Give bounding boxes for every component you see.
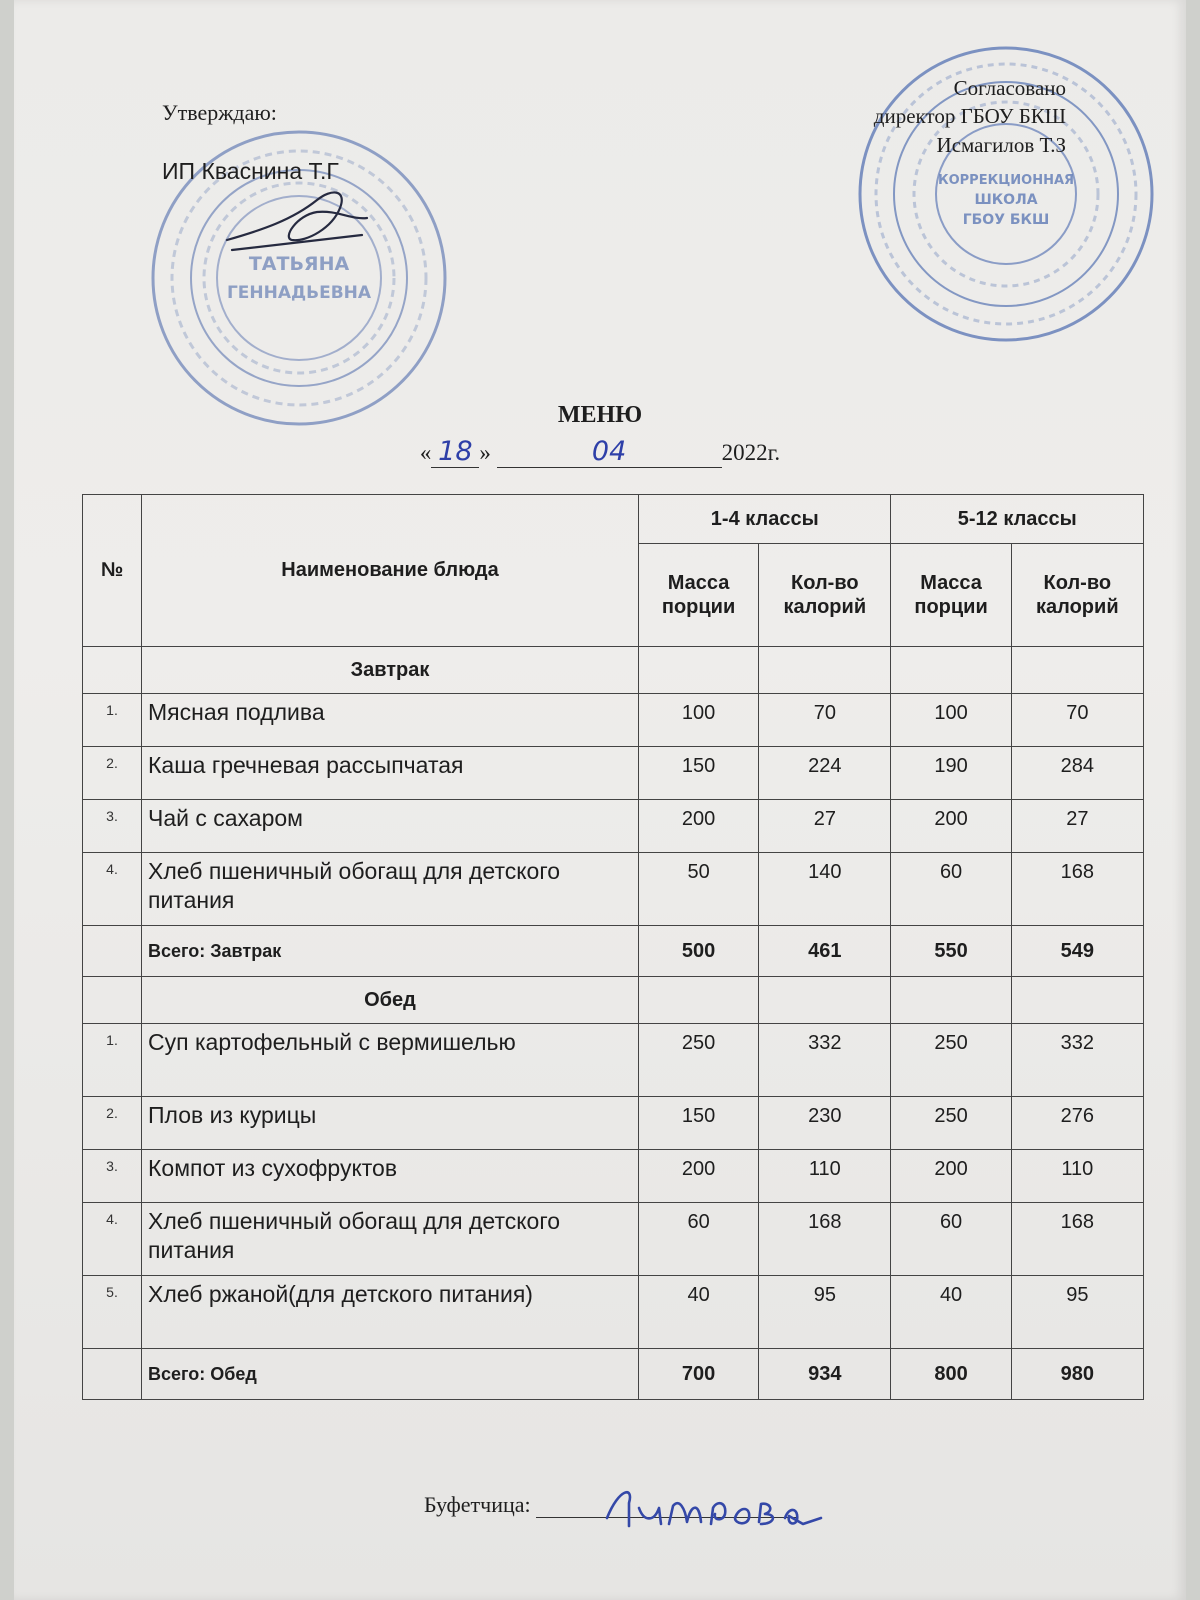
- date-close-quote: »: [479, 440, 491, 465]
- cal-1-4: 230: [759, 1097, 891, 1150]
- dish-name: Мясная подлива: [142, 694, 639, 747]
- seal-left-line-2: ГЕННАДЬЕВНА: [226, 283, 372, 303]
- total-mass-5-12: 800: [891, 1349, 1011, 1400]
- table-row: [83, 1097, 1144, 1150]
- footer-label: Буфетчица:: [424, 1492, 531, 1517]
- dish-name: Чай с сахаром: [142, 800, 639, 853]
- table-row: [83, 1150, 1144, 1203]
- mass-1-4: 200: [639, 800, 759, 853]
- seal-left-line-1: ТАТЬЯНА: [248, 253, 350, 275]
- seal-right-line-3: ГБОУ БКШ: [962, 212, 1050, 228]
- cal-1-4: 27: [759, 800, 891, 853]
- seal-right-line-1: КОРРЕКЦИОННАЯ: [937, 173, 1075, 188]
- cal-5-12: 168: [1011, 853, 1143, 926]
- total-row-breakfast: [83, 926, 1144, 977]
- table-row: [83, 1024, 1144, 1097]
- mass-1-4: 60: [639, 1203, 759, 1276]
- date-year: 2022г.: [721, 440, 781, 465]
- total-cal-1-4: 461: [759, 926, 891, 977]
- mass-1-4: 250: [639, 1024, 759, 1097]
- mass-1-4: 150: [639, 1097, 759, 1150]
- mass-1-4: 150: [639, 747, 759, 800]
- empty-cell: [639, 977, 759, 1024]
- table-row: [83, 1276, 1144, 1349]
- mass-5-12: 190: [891, 747, 1011, 800]
- cal-1-4: 332: [759, 1024, 891, 1097]
- section-title-breakfast: Завтрак: [142, 647, 639, 694]
- dish-name: Компот из сухофруктов: [142, 1150, 639, 1203]
- total-cal-1-4: 934: [759, 1349, 891, 1400]
- cal-1-4: 224: [759, 747, 891, 800]
- row-number: 4.: [83, 1203, 142, 1276]
- cal-1-4: 70: [759, 694, 891, 747]
- agreed-block: [874, 74, 1066, 159]
- dish-name: Хлеб ржаной(для детского питания): [142, 1276, 639, 1349]
- cal-5-12: 95: [1011, 1276, 1143, 1349]
- col-header-mass: Масса порции: [891, 544, 1011, 647]
- total-mass-1-4: 700: [639, 1349, 759, 1400]
- row-number: 1.: [83, 694, 142, 747]
- agreed-label: Согласовано: [953, 76, 1066, 100]
- mass-1-4: 100: [639, 694, 759, 747]
- dish-name: Хлеб пшеничный обогащ для детского питания: [142, 1203, 639, 1276]
- col-header-calories: Кол-во калорий: [759, 544, 891, 647]
- empty-cell: [639, 647, 759, 694]
- section-spacer: [83, 977, 142, 1024]
- total-cal-5-12: 980: [1011, 1349, 1143, 1400]
- cal-5-12: 27: [1011, 800, 1143, 853]
- cal-1-4: 110: [759, 1150, 891, 1203]
- section-spacer: [83, 647, 142, 694]
- total-mass-5-12: 550: [891, 926, 1011, 977]
- mass-5-12: 200: [891, 800, 1011, 853]
- col-header-dish: Наименование блюда: [142, 495, 639, 647]
- dish-name: Хлеб пшеничный обогащ для детского питания: [142, 853, 639, 926]
- agreed-position: директор ГБОУ БКШ: [873, 104, 1066, 129]
- section-title-lunch: Обед: [142, 977, 639, 1024]
- seal-right-line-2: ШКОЛА: [974, 192, 1038, 208]
- cal-1-4: 140: [759, 853, 891, 926]
- approve-label: Утверждаю:: [162, 100, 277, 125]
- menu-table: [82, 494, 1144, 1400]
- dish-name: Плов из курицы: [142, 1097, 639, 1150]
- empty-cell: [891, 647, 1011, 694]
- empty-cell: [891, 977, 1011, 1024]
- mass-1-4: 50: [639, 853, 759, 926]
- row-number: 5.: [83, 1276, 142, 1349]
- agreed-name: Исмагилов Т.З: [936, 132, 1066, 157]
- cal-5-12: 168: [1011, 1203, 1143, 1276]
- total-mass-1-4: 500: [639, 926, 759, 977]
- col-header-number: №: [83, 495, 142, 647]
- date-open-quote: «: [419, 440, 432, 465]
- mass-5-12: 100: [891, 694, 1011, 747]
- row-number: 2.: [83, 1097, 142, 1150]
- mass-1-4: 200: [639, 1150, 759, 1203]
- table-row: [83, 1203, 1144, 1276]
- mass-5-12: 60: [891, 853, 1011, 926]
- date-day: 18: [438, 436, 473, 467]
- empty-cell: [759, 647, 891, 694]
- empty-cell: [1011, 977, 1143, 1024]
- row-number: 3.: [83, 800, 142, 853]
- row-number: 3.: [83, 1150, 142, 1203]
- cal-5-12: 276: [1011, 1097, 1143, 1150]
- cal-5-12: 110: [1011, 1150, 1143, 1203]
- mass-5-12: 200: [891, 1150, 1011, 1203]
- empty-cell: [759, 977, 891, 1024]
- col-header-group-1-4: 1-4 классы: [639, 495, 891, 544]
- dish-name: Суп картофельный с вермишелью: [142, 1024, 639, 1097]
- date-month: 04: [591, 436, 627, 467]
- empty-cell: [83, 926, 142, 977]
- mass-5-12: 250: [891, 1024, 1011, 1097]
- approve-name: ИП Кваснина Т.Г: [162, 158, 339, 184]
- approve-signature: [222, 180, 372, 270]
- total-cal-5-12: 549: [1011, 926, 1143, 977]
- cal-1-4: 168: [759, 1203, 891, 1276]
- cal-5-12: 284: [1011, 747, 1143, 800]
- row-number: 1.: [83, 1024, 142, 1097]
- menu-sheet: [14, 0, 1186, 1600]
- col-header-calories: Кол-во калорий: [1011, 544, 1143, 647]
- buffet-signature: [599, 1478, 829, 1538]
- mass-5-12: 250: [891, 1097, 1011, 1150]
- menu-date: [14, 436, 1186, 468]
- cal-1-4: 95: [759, 1276, 891, 1349]
- empty-cell: [1011, 647, 1143, 694]
- empty-cell: [83, 1349, 142, 1400]
- cal-5-12: 332: [1011, 1024, 1143, 1097]
- mass-5-12: 60: [891, 1203, 1011, 1276]
- table-row: [83, 694, 1144, 747]
- row-number: 4.: [83, 853, 142, 926]
- mass-5-12: 40: [891, 1276, 1011, 1349]
- table-row: [83, 800, 1144, 853]
- row-number: 2.: [83, 747, 142, 800]
- total-label: Всего: Обед: [142, 1349, 639, 1400]
- table-row: [83, 853, 1144, 926]
- col-header-group-5-12: 5-12 классы: [891, 495, 1144, 544]
- dish-name: Каша гречневая рассыпчатая: [142, 747, 639, 800]
- total-label: Всего: Завтрак: [142, 926, 639, 977]
- menu-title: МЕНЮ: [557, 402, 643, 428]
- mass-1-4: 40: [639, 1276, 759, 1349]
- col-header-mass: Масса порции: [639, 544, 759, 647]
- total-row-lunch: [83, 1349, 1144, 1400]
- cal-5-12: 70: [1011, 694, 1143, 747]
- table-row: [83, 747, 1144, 800]
